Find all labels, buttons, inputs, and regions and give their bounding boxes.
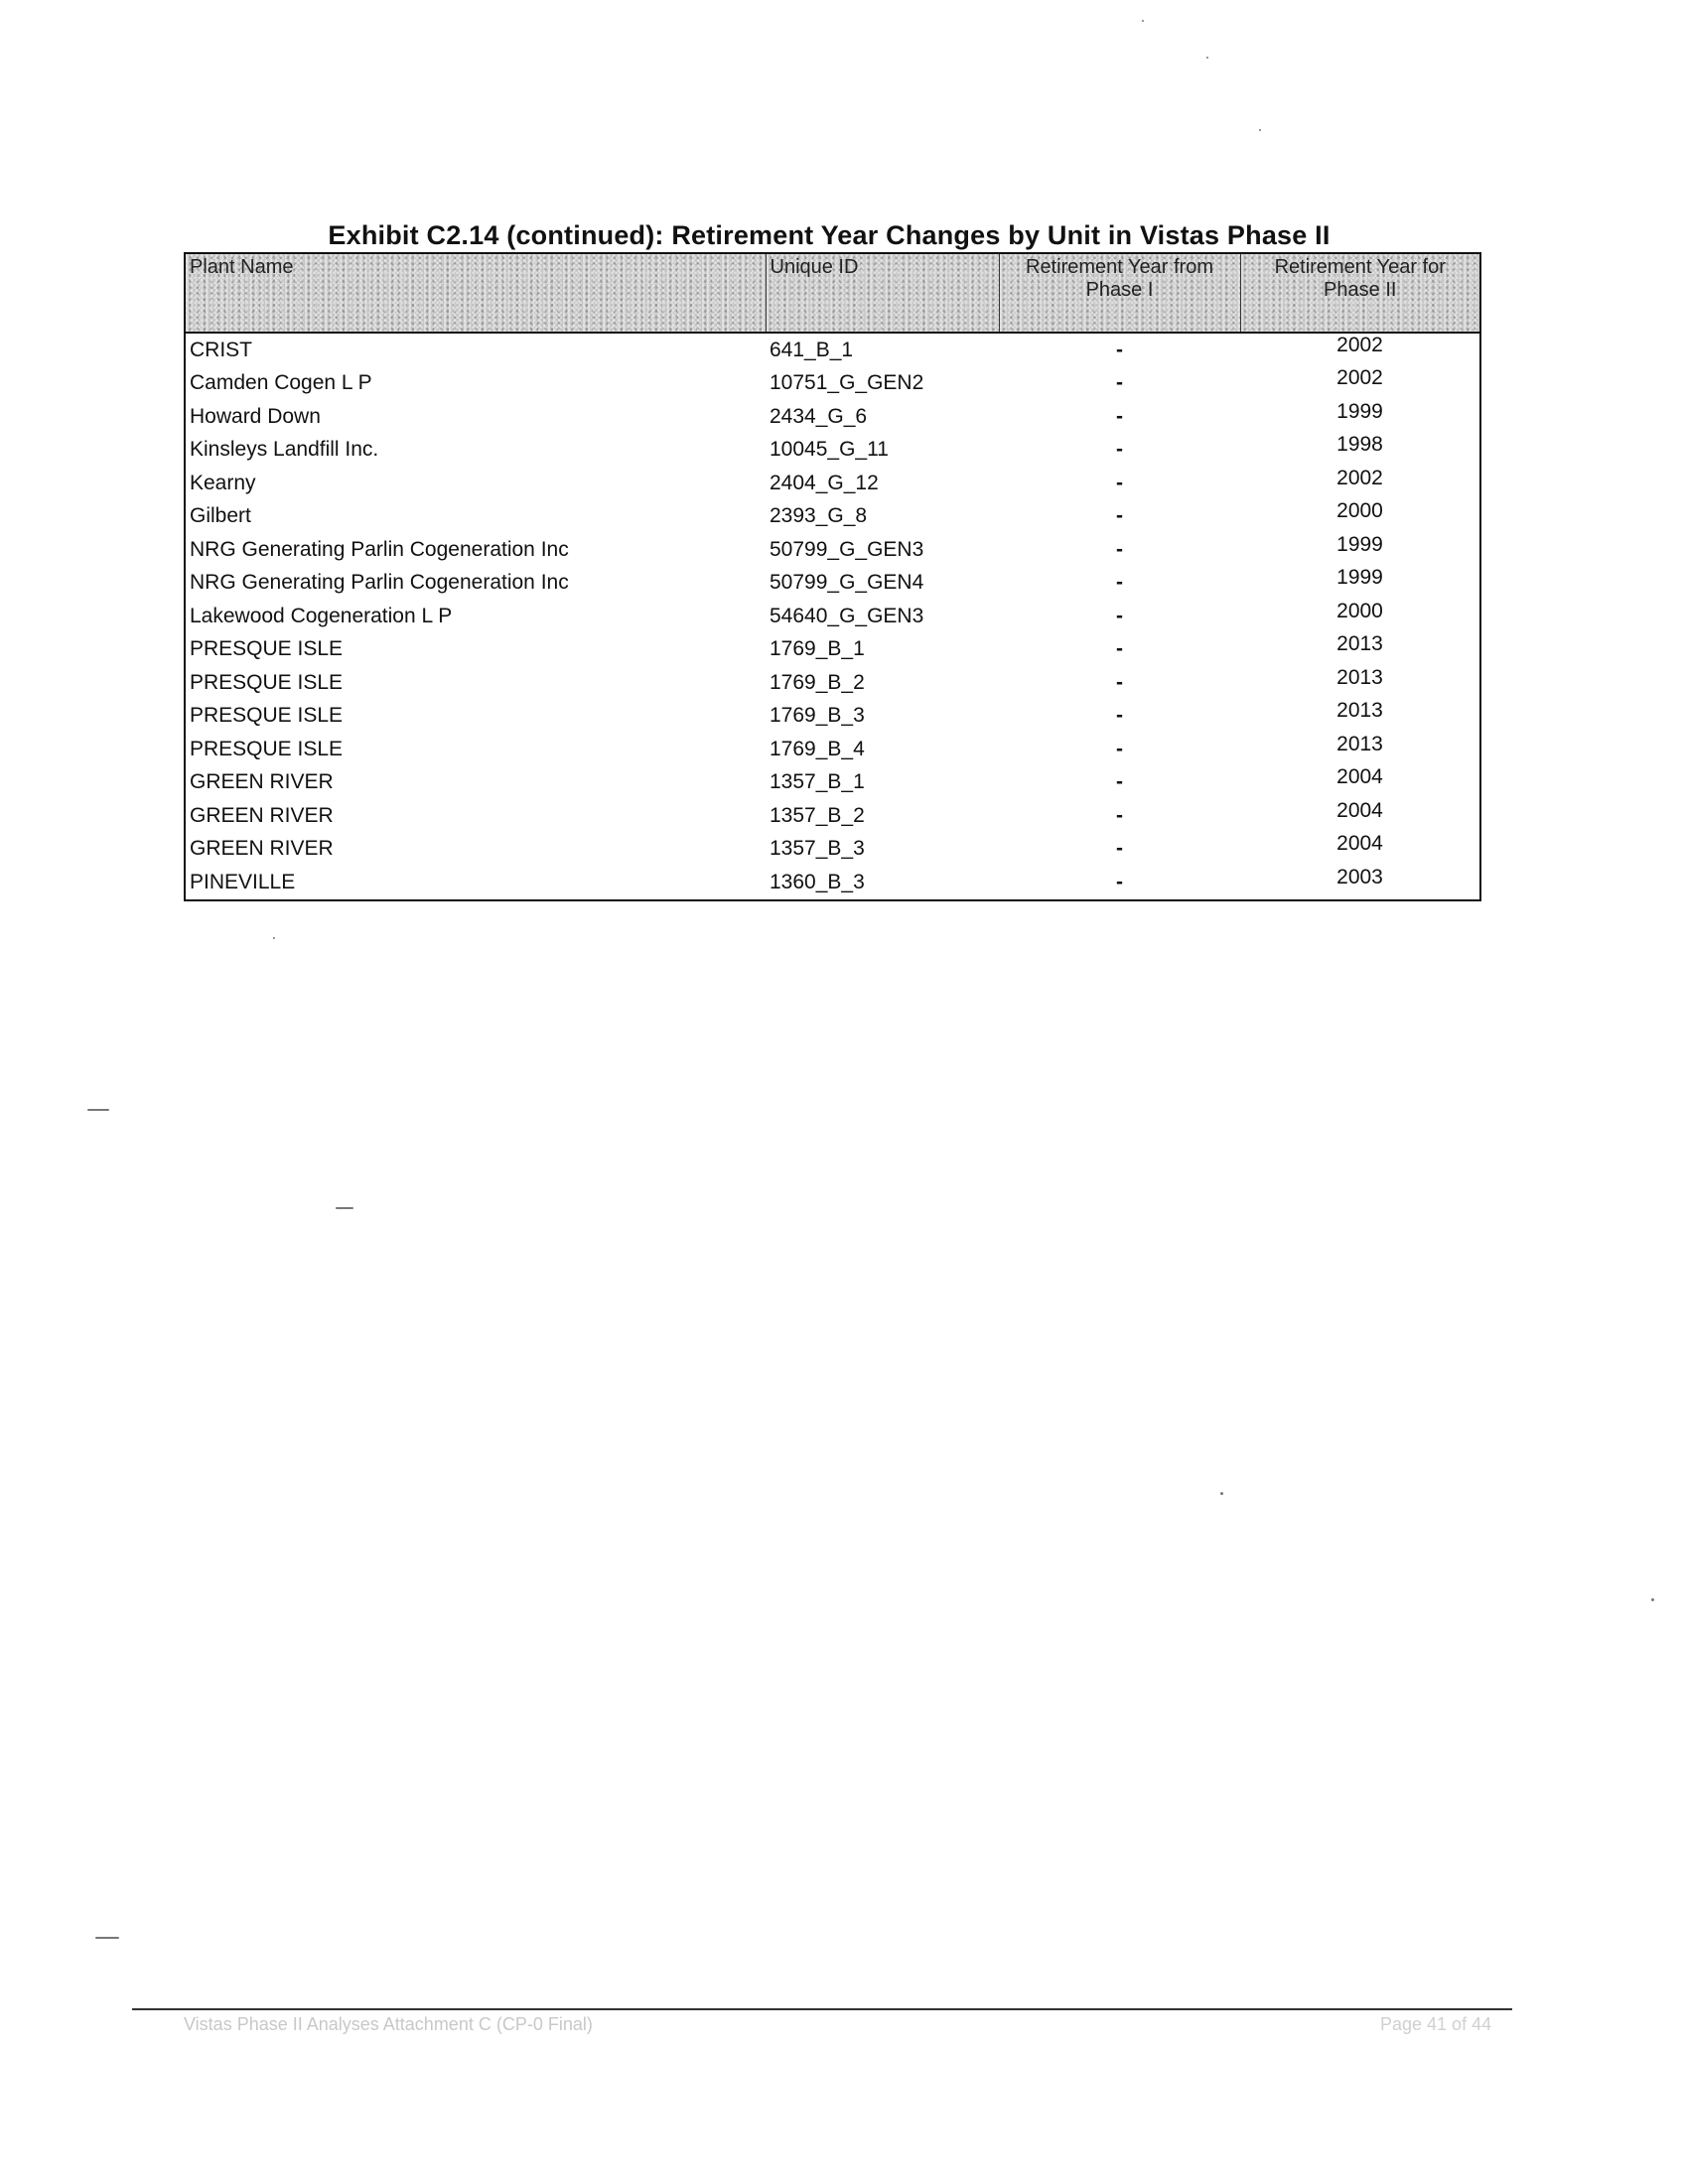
cell-unique-id: 1357_B_1 bbox=[770, 770, 865, 794]
cell-retirement-phase2: 1999 bbox=[1336, 532, 1383, 556]
cell-retirement-phase1: - bbox=[1116, 371, 1123, 395]
cell-retirement-phase1: - bbox=[1116, 637, 1123, 661]
cell-retirement-phase1: - bbox=[1116, 537, 1123, 561]
cell-retirement-phase2: 2000 bbox=[1336, 499, 1383, 523]
cell-retirement-phase1: - bbox=[1116, 803, 1123, 827]
cell-plant-name: GREEN RIVER bbox=[190, 803, 334, 827]
cell-retirement-phase2: 2013 bbox=[1336, 665, 1383, 689]
cell-retirement-phase2: 2002 bbox=[1336, 466, 1383, 489]
cell-retirement-phase2: 2013 bbox=[1336, 732, 1383, 755]
cell-retirement-phase2: 1999 bbox=[1336, 566, 1383, 590]
cell-plant-name: PRESQUE ISLE bbox=[190, 637, 344, 661]
scan-speck bbox=[1220, 1492, 1223, 1495]
cell-retirement-phase1: - bbox=[1116, 837, 1123, 861]
cell-retirement-phase2: 2000 bbox=[1336, 599, 1383, 622]
cell-retirement-phase2: 2013 bbox=[1336, 699, 1383, 723]
cell-plant-name: Kearny bbox=[190, 471, 256, 494]
scan-speck bbox=[336, 1207, 353, 1209]
cell-retirement-phase1: - bbox=[1116, 770, 1123, 794]
cell-retirement-phase2: 1998 bbox=[1336, 433, 1383, 457]
header-plant-name: Plant Name bbox=[185, 253, 766, 333]
cell-unique-id: 1357_B_3 bbox=[770, 837, 865, 861]
cell-plant-name: CRIST bbox=[190, 338, 252, 361]
cell-retirement-phase1: - bbox=[1116, 504, 1123, 528]
cell-unique-id: 54640_G_GEN3 bbox=[770, 604, 924, 627]
cell-retirement-phase2: 2004 bbox=[1336, 798, 1383, 822]
header-row bbox=[185, 253, 1480, 333]
header-unique-id: Unique ID bbox=[766, 253, 999, 333]
cell-plant-name: Kinsleys Landfill Inc. bbox=[190, 438, 379, 462]
cell-unique-id: 1769_B_3 bbox=[770, 704, 865, 728]
footer-rule bbox=[132, 2008, 1512, 2010]
cell-unique-id: 1769_B_1 bbox=[770, 637, 865, 661]
cell-plant-name: GREEN RIVER bbox=[190, 770, 334, 794]
scan-speck bbox=[1259, 129, 1261, 131]
cell-retirement-phase2: 2002 bbox=[1336, 333, 1383, 356]
scan-speck bbox=[1206, 57, 1208, 59]
cell-plant-name: PINEVILLE bbox=[190, 870, 296, 893]
cell-retirement-phase1: - bbox=[1116, 404, 1123, 428]
cell-unique-id: 1360_B_3 bbox=[770, 870, 865, 893]
cell-retirement-phase2: 1999 bbox=[1336, 399, 1383, 423]
cell-retirement-phase2: 2002 bbox=[1336, 366, 1383, 390]
scan-speck bbox=[87, 1109, 109, 1111]
cell-retirement-phase1: - bbox=[1116, 471, 1123, 494]
exhibit-title: Exhibit C2.14 (continued): Retirement Year Changes by Unit in Vistas Phase II bbox=[328, 220, 1331, 250]
cell-plant-name: PRESQUE ISLE bbox=[190, 737, 344, 760]
cell-unique-id: 1769_B_4 bbox=[770, 737, 865, 760]
cell-retirement-phase1: - bbox=[1116, 571, 1123, 595]
header-retirement-phase1: Retirement Year from Phase I bbox=[999, 253, 1240, 333]
cell-retirement-phase1: - bbox=[1116, 438, 1123, 462]
cell-plant-name: PRESQUE ISLE bbox=[190, 704, 344, 728]
cell-retirement-phase2: 2004 bbox=[1336, 832, 1383, 856]
cell-plant-name: NRG Generating Parlin Cogeneration Inc bbox=[190, 537, 569, 561]
cell-unique-id: 2434_G_6 bbox=[770, 404, 868, 428]
retirement-table bbox=[184, 252, 1481, 901]
cell-retirement-phase2: 2004 bbox=[1336, 765, 1383, 789]
cell-retirement-phase1: - bbox=[1116, 670, 1123, 694]
cell-plant-name: Howard Down bbox=[190, 404, 321, 428]
cell-unique-id: 2404_G_12 bbox=[770, 471, 879, 494]
cell-retirement-phase1: - bbox=[1116, 704, 1123, 728]
cell-plant-name: Lakewood Cogeneration L P bbox=[190, 604, 453, 627]
scan-speck bbox=[1651, 1598, 1654, 1601]
cell-plant-name: NRG Generating Parlin Cogeneration Inc bbox=[190, 571, 569, 595]
cell-retirement-phase1: - bbox=[1116, 870, 1123, 893]
cell-retirement-phase1: - bbox=[1116, 604, 1123, 627]
table-row bbox=[185, 866, 1480, 900]
cell-plant-name: GREEN RIVER bbox=[190, 837, 334, 861]
cell-unique-id: 1769_B_2 bbox=[770, 670, 865, 694]
cell-unique-id: 10751_G_GEN2 bbox=[770, 371, 924, 395]
cell-plant-name: PRESQUE ISLE bbox=[190, 670, 344, 694]
table-body bbox=[185, 333, 1480, 900]
cell-plant-name: Gilbert bbox=[190, 504, 251, 528]
cell-unique-id: 50799_G_GEN3 bbox=[770, 537, 924, 561]
cell-retirement-phase1: - bbox=[1116, 737, 1123, 760]
scan-speck bbox=[1142, 20, 1144, 22]
cell-unique-id: 50799_G_GEN4 bbox=[770, 571, 924, 595]
scan-speck bbox=[95, 1937, 119, 1939]
header-retirement-phase2: Retirement Year for Phase II bbox=[1240, 253, 1480, 333]
cell-unique-id: 1357_B_2 bbox=[770, 803, 865, 827]
cell-unique-id: 641_B_1 bbox=[770, 338, 854, 361]
cell-unique-id: 2393_G_8 bbox=[770, 504, 868, 528]
cell-retirement-phase2: 2003 bbox=[1336, 865, 1383, 888]
scan-speck bbox=[273, 937, 275, 939]
footer-document-name: Vistas Phase II Analyses Attachment C (CP-0 Final) bbox=[184, 2014, 593, 2034]
cell-retirement-phase2: 2013 bbox=[1336, 632, 1383, 656]
cell-retirement-phase1: - bbox=[1116, 338, 1123, 361]
cell-plant-name: Camden Cogen L P bbox=[190, 371, 372, 395]
cell-unique-id: 10045_G_11 bbox=[770, 438, 889, 462]
footer-page-number: Page 41 of 44 bbox=[1380, 2014, 1492, 2034]
